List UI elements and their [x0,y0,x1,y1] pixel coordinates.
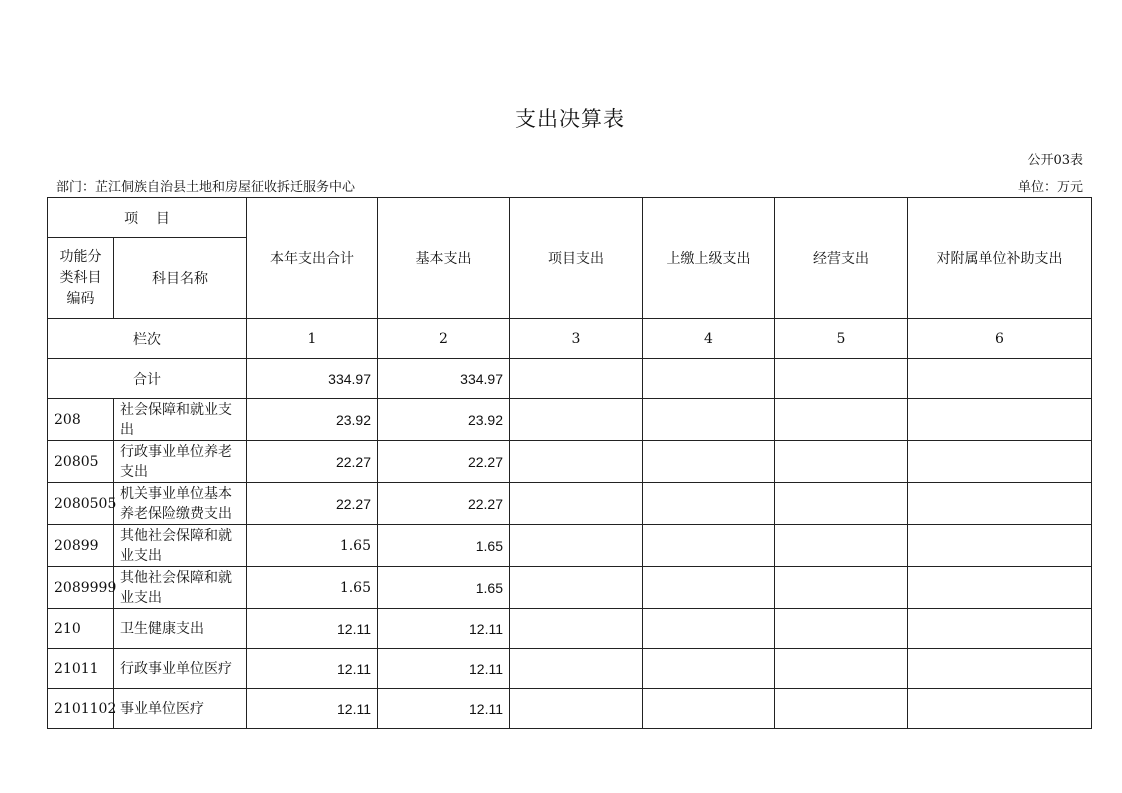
column-number: 1 [247,319,378,359]
row-name: 行政事业单位养老支出 [114,441,247,483]
total-basic: 334.97 [378,359,510,399]
row-name: 卫生健康支出 [114,609,247,649]
department-label: 部门：芷江侗族自治县土地和房屋征收拆迁服务中心 [56,180,356,195]
expenditure-table [47,197,1092,729]
row-total: 23.92 [247,399,378,441]
row-name: 机关事业单位基本养老保险缴费支出 [114,483,247,525]
total-row [48,359,1092,399]
header-project: 项目支出 [510,198,643,319]
header-func-code: 功能分类科目编码 [48,238,114,319]
table-row [48,483,1092,525]
table-row [48,567,1092,609]
row-basic: 22.27 [378,483,510,525]
table-row [48,399,1092,441]
row-code: 20805 [48,441,114,483]
row-name: 社会保障和就业支出 [114,399,247,441]
header-subject-name: 科目名称 [114,238,247,319]
header-basic: 基本支出 [378,198,510,319]
total-amount: 334.97 [247,359,378,399]
row-basic: 22.27 [378,441,510,483]
row-name: 行政事业单位医疗 [114,649,247,689]
column-number: 6 [908,319,1092,359]
column-number: 4 [643,319,775,359]
header-total: 本年支出合计 [247,198,378,319]
row-basic: 12.11 [378,689,510,729]
row-total: 12.11 [247,689,378,729]
row-basic: 1.65 [378,525,510,567]
column-number-label: 栏次 [48,319,247,359]
row-code: 20899 [48,525,114,567]
table-row [48,689,1092,729]
column-number: 2 [378,319,510,359]
row-code: 208 [48,399,114,441]
row-code: 210 [48,609,114,649]
row-code: 2080505 [48,483,114,525]
column-number: 5 [775,319,908,359]
table-row [48,441,1092,483]
row-name: 事业单位医疗 [114,689,247,729]
row-total: 12.11 [247,649,378,689]
row-basic: 23.92 [378,399,510,441]
header-business: 经营支出 [775,198,908,319]
table-row [48,609,1092,649]
row-basic: 1.65 [378,567,510,609]
total-label: 合计 [48,359,247,399]
header-subsidy: 对附属单位补助支出 [908,198,1092,319]
row-code: 21011 [48,649,114,689]
row-code: 2089999 [48,567,114,609]
table-row [48,649,1092,689]
column-number: 3 [510,319,643,359]
row-total: 1.65 [247,525,378,567]
row-code: 2101102 [48,689,114,729]
row-total: 12.11 [247,609,378,649]
unit-label: 单位：万元 [1017,180,1083,195]
row-name: 其他社会保障和就业支出 [114,525,247,567]
row-total: 22.27 [247,483,378,525]
header-item: 项 目 [48,198,247,238]
row-total: 22.27 [247,441,378,483]
table-row [48,525,1092,567]
row-basic: 12.11 [378,649,510,689]
row-name: 其他社会保障和就业支出 [114,567,247,609]
row-total: 1.65 [247,567,378,609]
header-upper: 上缴上级支出 [643,198,775,319]
row-basic: 12.11 [378,609,510,649]
form-number: 公开03表 [1027,153,1083,168]
page-title: 支出决算表 [515,107,625,131]
